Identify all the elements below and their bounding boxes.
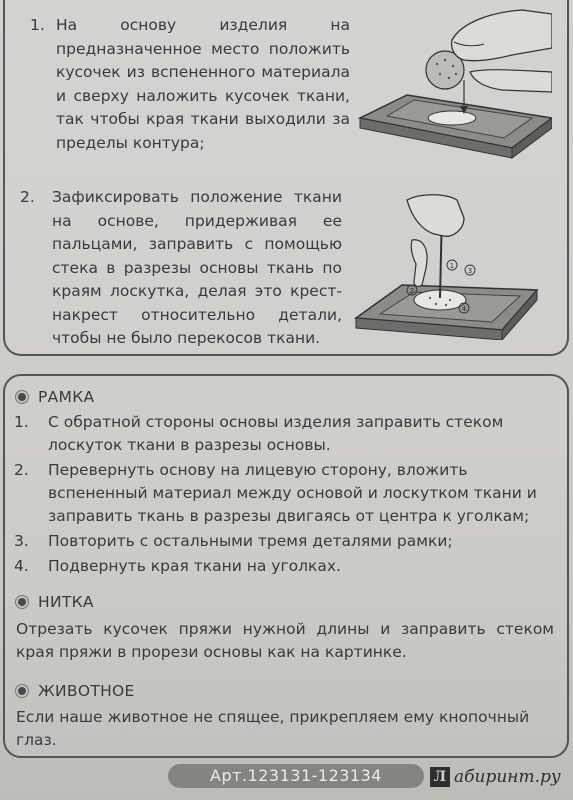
section-animal-title: ЖИВОТНОЕ (38, 682, 135, 700)
labirint-logo-text: абиринт.ру (454, 767, 561, 787)
step-2-text: Зафиксировать положение ткани на основе, придерживая ее пальцами, заправить с помощью стека в разрезы основы ткань по краям лоскутка, делая это крест-накрест относительно детали, чтобы не было перекосов ткани. (52, 188, 342, 347)
frame-step-3-number: 3. (14, 532, 29, 550)
step-2-number: 2. (20, 188, 35, 206)
frame-step-1 (14, 411, 554, 457)
bullet-icon (18, 598, 26, 606)
section-thread-heading (18, 593, 94, 611)
frame-step-3 (14, 530, 554, 553)
frame-step-2-number: 2. (14, 461, 29, 479)
frame-step-2 (14, 459, 554, 528)
frame-step-4-number: 4. (14, 557, 29, 575)
frame-step-1-number: 1. (14, 413, 29, 431)
section-animal-heading (18, 682, 135, 700)
bullet-icon (18, 393, 26, 401)
labirint-logo-icon: Л (430, 767, 450, 787)
step-1-number: 1. (30, 16, 45, 34)
section-frame-title: РАМКА (38, 388, 95, 406)
step-2 (20, 186, 342, 347)
bullet-icon (18, 687, 26, 695)
article-number-badge: Арт.123131-123134 (168, 764, 424, 788)
section-animal-text: Если наше животное не спящее, прикрепляем ему кнопочный глаз. (16, 708, 530, 749)
step-1-text: На основу изделия на предназначенное место положить кусочек из вспененного материала и сверху наложить кусочек ткани, так чтобы края ткани выходили за пределы контура; (56, 16, 350, 152)
section-thread-title: НИТКА (38, 593, 94, 611)
illustration-label-4: 4 (461, 305, 467, 313)
illustration-fabric-on-base (352, 0, 552, 160)
frame-step-4 (14, 555, 554, 578)
section-frame-heading (18, 388, 94, 406)
illustration-tucking-fabric (352, 190, 552, 340)
section-thread-text: Отрезать кусочек пряжи нужной длины и заправить стеком края пряжи в прорези основы как на картинке. (16, 620, 554, 661)
illustration-label-3: 3 (467, 267, 473, 275)
frame-step-3-text: Повторить с остальными тремя деталями рамки; (48, 532, 453, 550)
labirint-logo (430, 764, 561, 790)
frame-step-4-text: Подвернуть края ткани на уголках. (48, 557, 341, 575)
illustration-label-1: 1 (449, 262, 455, 270)
illustration-label-2: 2 (409, 287, 415, 295)
frame-steps-list (14, 411, 554, 578)
frame-step-1-text: С обратной стороны основы изделия заправить стеком лоскуток ткани в разрезы основы. (48, 413, 504, 454)
frame-step-2-text: Перевернуть основу на лицевую сторону, вложить вспененный материал между основой и лоскутком ткани и заправить ткань в разрезы двигаясь от центра к уголкам; (48, 461, 537, 525)
step-1 (30, 14, 350, 152)
